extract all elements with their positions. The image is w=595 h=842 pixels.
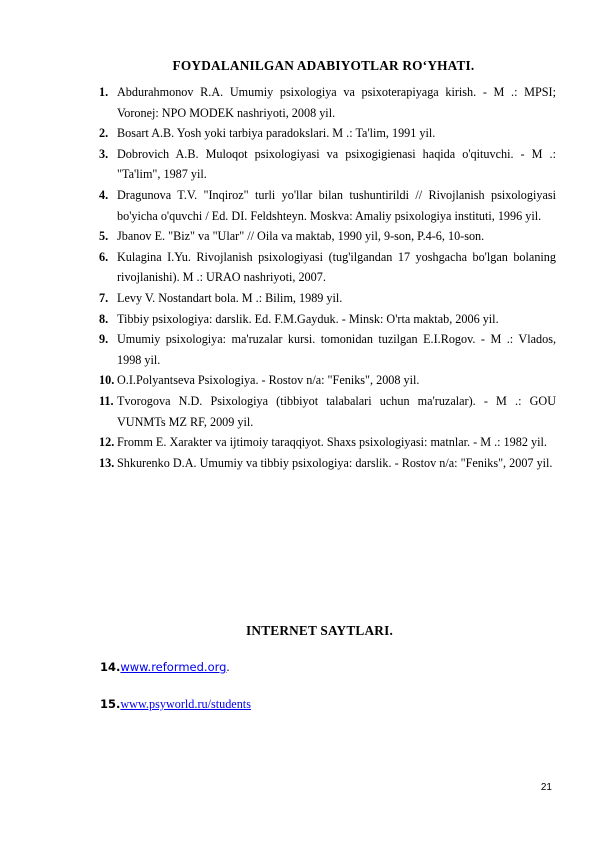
reference-item (100, 453, 556, 474)
website-link[interactable]: www.reformed.org (120, 660, 227, 674)
page-number: 21 (540, 782, 552, 793)
reference-text: Shkurenko D.A. Umumiy va tibbiy psixologiya: darslik. - Rostov n/a: "Feniks", 2007 yil. (117, 455, 553, 470)
website-number: 15. (100, 697, 121, 711)
reference-text: Levy V. Nostandart bola. M .: Bilim, 1989 yil. (117, 290, 343, 305)
reference-text: Dobrovich A.B. Muloqot psixologiyasi va psixogigienasi haqida o'qituvchi. - M .: "Ta'lim", 1987 yil. (117, 146, 556, 182)
references-list (100, 82, 556, 473)
reference-text: Kulagina I.Yu. Rivojlanish psixologiyasi (tug'ilgandan 17 yoshgacha bo'lgan bolaning rivojlanishi). M .: URAO nashriyoti, 2007. (117, 249, 556, 285)
website-link[interactable]: www.psyworld.ru/students (120, 697, 251, 711)
reference-item (100, 288, 556, 309)
reference-item (100, 329, 556, 370)
reference-number: 13. (99, 455, 115, 470)
reference-text: Jbanov E. "Biz" va "Ular" // Oila va maktab, 1990 yil, 9-son, P.4-6, 10-son. (117, 229, 485, 244)
reference-item (100, 185, 556, 226)
references-title: FOYDALANILGAN ADABIYOTLAR RO‘YHATI. (172, 58, 475, 73)
reference-text: Umumiy psixologiya: ma'ruzalar kursi. tomonidan tuzilgan E.I.Rogov. - M .: Vlados, 1998 yil. (117, 332, 556, 367)
reference-item (100, 391, 556, 432)
reference-text: Abdurahmonov R.A. Umumiy psixologiya va psixoterapiyaga kirish. - M .: MPSI; Voronej: NPO MODEK nashriyoti, 2008 yil. (117, 85, 556, 120)
reference-number: 10. (99, 373, 115, 388)
reference-number: 3. (99, 146, 109, 161)
reference-item (100, 82, 556, 123)
reference-text: Fromm E. Xarakter va ijtimoiy taraqqiyot. Shaxs psixologiyasi: matnlar. - M .: 1982 yil. (117, 435, 547, 450)
reference-number: 7. (99, 290, 109, 305)
website-item (100, 660, 230, 675)
reference-item (100, 309, 556, 330)
reference-number: 4. (99, 187, 109, 202)
reference-item (100, 144, 556, 185)
reference-number: 6. (99, 249, 109, 264)
reference-number: 8. (99, 311, 109, 326)
reference-number: 2. (99, 126, 109, 141)
reference-number: 5. (99, 229, 109, 244)
website-number: 14. (100, 660, 121, 674)
reference-number: 9. (99, 332, 109, 347)
reference-text: Tibbiy psixologiya: darslik. Ed. F.M.Gayduk. - Minsk: O'rta maktab, 2006 yil. (117, 311, 499, 326)
reference-number: 1. (99, 85, 109, 99)
internet-sites-title: INTERNET SAYTLARI. (246, 623, 393, 638)
reference-text: Bosart A.B. Yosh yoki tarbiya paradokslari. M .: Ta'lim, 1991 yil. (117, 126, 436, 141)
reference-item (100, 123, 556, 144)
reference-text: Tvorogova N.D. Psixologiya (tibbiyot talabalari uchun ma'ruzalar). - M .: GOU VUNMTs MZ RF, 2009 yil. (117, 393, 556, 429)
reference-item (100, 247, 556, 288)
reference-text: Dragunova T.V. "Inqiroz" turli yo'llar bilan tushuntirildi // Rivojlanish psixologiyasi bo'yicha o'quvchi / Ed. DI. Feldshteyn. Moskva: Amaliy psixologiya instituti, 1996 yil. (117, 187, 556, 223)
reference-number: 11. (99, 393, 114, 408)
reference-item (100, 432, 556, 453)
reference-number: 12. (99, 435, 115, 450)
reference-text: O.I.Polyantseva Psixologiya. - Rostov n/a: "Feniks", 2008 yil. (117, 373, 420, 388)
website-suffix: . (226, 660, 230, 674)
reference-item (100, 226, 556, 247)
reference-item (100, 370, 556, 391)
website-item (100, 697, 251, 712)
